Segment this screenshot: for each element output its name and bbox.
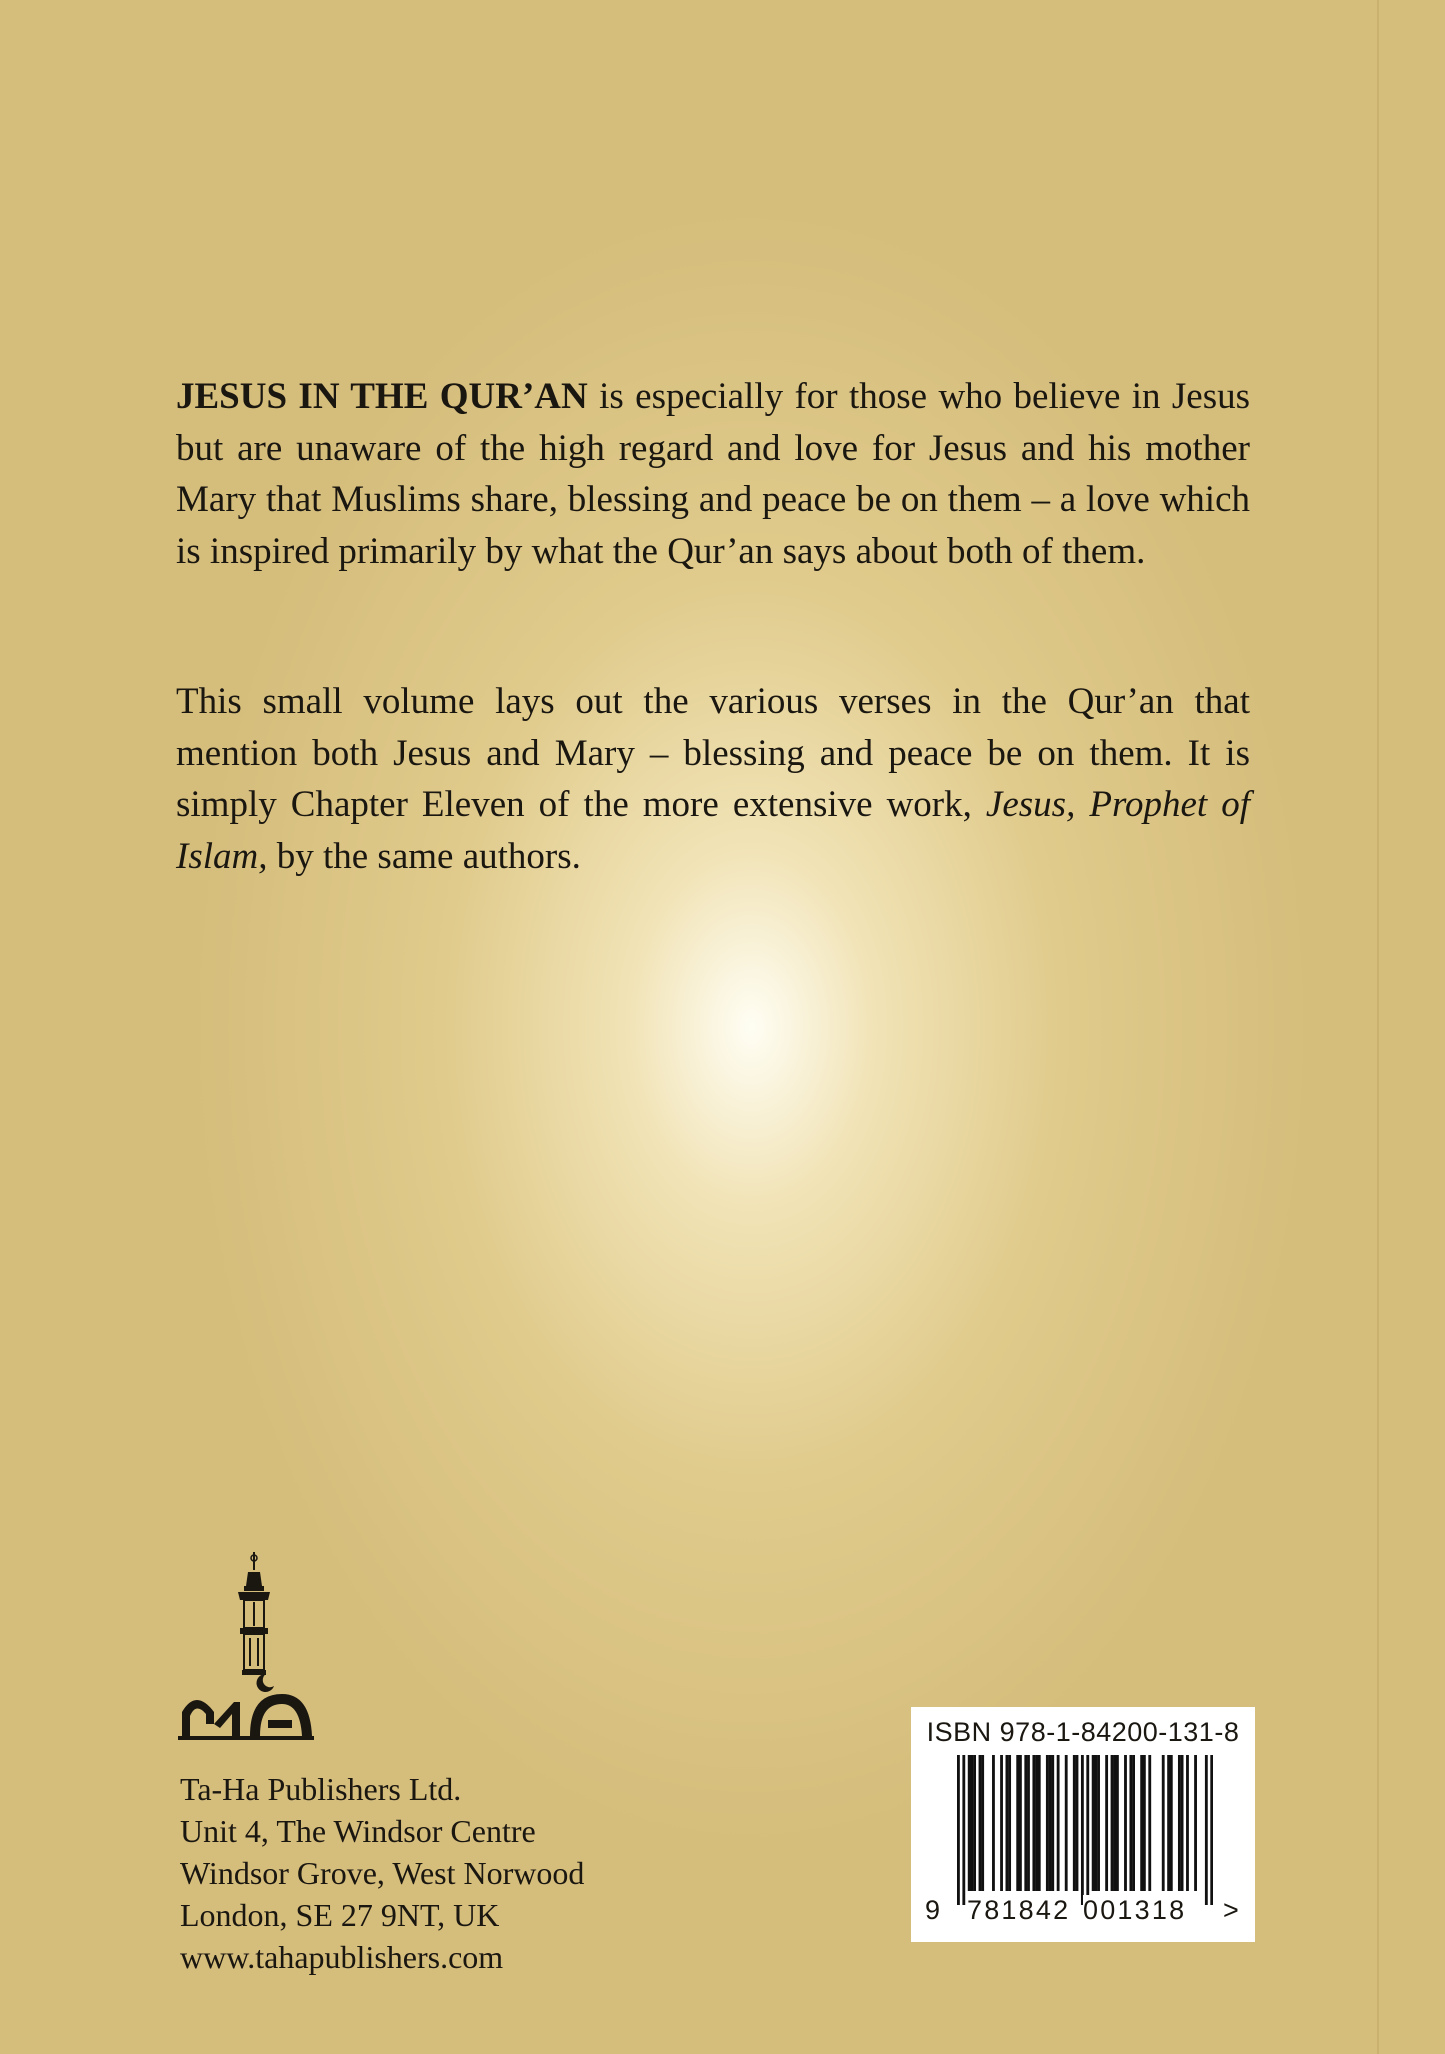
barcode-bar — [1186, 1755, 1189, 1891]
barcode-bar — [962, 1755, 965, 1905]
barcode-bar — [1024, 1755, 1027, 1891]
barcode-bar — [1086, 1755, 1089, 1905]
barcode-bar — [1019, 1755, 1022, 1891]
barcode-bar — [981, 1755, 984, 1891]
barcode-bar — [1038, 1755, 1041, 1891]
address-line-2: Windsor Grove, West Norwood — [180, 1855, 585, 1891]
barcode-bar — [1132, 1755, 1135, 1891]
address-line-1: Unit 4, The Windsor Centre — [180, 1813, 536, 1849]
barcode-bars — [957, 1755, 1213, 1905]
barcode-bar — [1076, 1755, 1079, 1891]
barcode-digit-first: 9 — [925, 1895, 941, 1925]
barcode-bar — [1143, 1755, 1146, 1891]
barcode-bar — [968, 1755, 971, 1891]
barcode-bar — [1057, 1755, 1060, 1891]
blurb-paragraph-1 — [176, 371, 1250, 577]
barcode-bar — [1006, 1755, 1009, 1891]
spine-fold-line — [1377, 0, 1379, 2054]
barcode-bar — [1081, 1755, 1084, 1905]
barcode-quiet-zone-marker: > — [1223, 1895, 1239, 1925]
barcode-bar — [1065, 1755, 1068, 1891]
publisher-website: www.tahapublishers.com — [180, 1939, 504, 1975]
publisher-address — [180, 1768, 584, 1978]
blurb-paragraph-1-text: is especially for those who believe in Jesus but are unaware of the high regard and love for Jesus and his mother Mary that Muslims share, blessing and peace be on them – a love which is inspired primarily by what the Qur’an says about both of them. — [176, 376, 1251, 572]
barcode-bar — [1167, 1755, 1170, 1891]
blurb-paragraph-2-tail: by the same authors. — [267, 835, 581, 877]
barcode-bar — [1008, 1755, 1011, 1891]
barcode-digits-left: 781842 — [967, 1895, 1071, 1925]
barcode-bar — [1148, 1755, 1151, 1891]
barcode-bar — [1181, 1755, 1184, 1891]
barcode-bar — [1111, 1755, 1114, 1891]
barcode-bar — [1140, 1755, 1143, 1891]
barcode-bar — [1016, 1755, 1019, 1891]
barcode-bar — [1094, 1755, 1097, 1891]
barcode-bar — [1105, 1755, 1108, 1891]
barcode-bar — [1205, 1755, 1208, 1905]
barcode-bar — [1116, 1755, 1119, 1891]
barcode-bar — [1113, 1755, 1116, 1891]
barcode-bar — [979, 1755, 982, 1891]
barcode-bar — [1035, 1755, 1038, 1891]
barcode-bar — [1032, 1755, 1035, 1891]
barcode-bar — [1051, 1755, 1054, 1891]
isbn-barcode-panel — [911, 1707, 1255, 1942]
barcode-bar — [970, 1755, 973, 1891]
blurb-paragraph-2 — [176, 676, 1250, 882]
address-line-3: London, SE 27 9NT, UK — [180, 1897, 500, 1933]
minaret-logo-icon — [178, 1552, 314, 1742]
barcode-bar — [973, 1755, 976, 1891]
barcode-bar — [957, 1755, 960, 1905]
barcode-bar — [1027, 1755, 1030, 1891]
barcode-bar — [1092, 1755, 1095, 1891]
publisher-name: Ta-Ha Publishers Ltd. — [180, 1771, 462, 1807]
barcode-bar — [1170, 1755, 1173, 1891]
barcode-bar — [1178, 1755, 1181, 1891]
related-book-title: Jesus, Prophet of Islam, — [176, 784, 1250, 877]
barcode-bar — [1073, 1755, 1076, 1891]
barcode-bar — [1097, 1755, 1100, 1891]
blurb-paragraph-2-text: This small volume lays out the various verses in the Qur’an that mention both Jesus and Mary – blessing and peace be on them. It is simply Chapter Eleven of the more extensive work, — [176, 681, 1250, 825]
barcode-bar — [1124, 1755, 1127, 1891]
barcode-bar — [1210, 1755, 1213, 1905]
barcode-digits-right: 001318 — [1083, 1895, 1187, 1925]
barcode-bar — [1046, 1755, 1049, 1891]
isbn-label: ISBN 978-1-84200-131-8 — [926, 1717, 1240, 1747]
book-title-bold: JESUS IN THE QUR’AN — [176, 376, 588, 417]
barcode-bar — [992, 1755, 995, 1891]
barcode-bar — [1162, 1755, 1165, 1891]
barcode-bar — [1129, 1755, 1132, 1891]
barcode-bar — [1049, 1755, 1052, 1891]
barcode-digits — [911, 1895, 1255, 1929]
barcode-bar — [1000, 1755, 1003, 1891]
barcode-bar — [1194, 1755, 1197, 1891]
